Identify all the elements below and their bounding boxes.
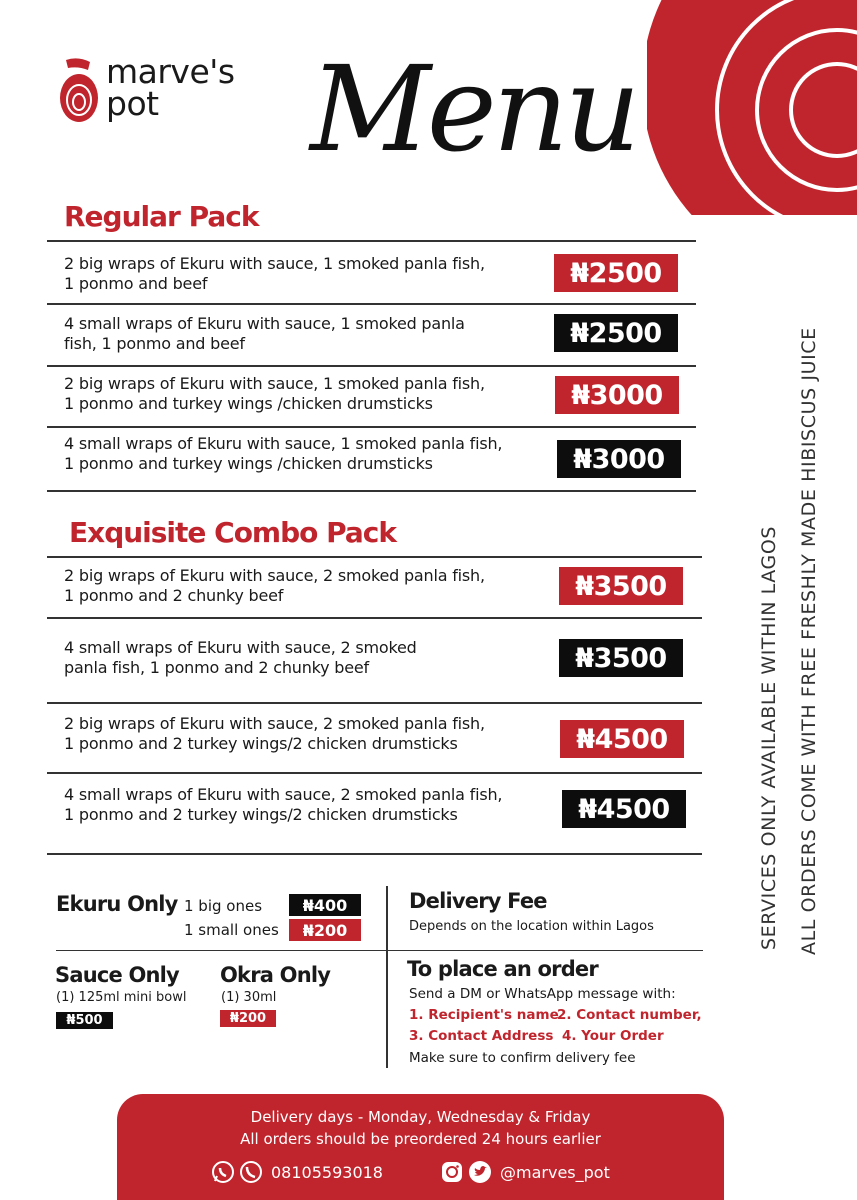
footer-social[interactable] (440, 1160, 610, 1184)
divider (47, 490, 696, 492)
divider (47, 303, 696, 305)
footer-phone[interactable] (211, 1160, 383, 1184)
decorative-circle (647, 0, 857, 215)
ekuru-small-label: 1 small ones (184, 921, 279, 939)
divider (47, 556, 702, 558)
place-order-intro: Send a DM or WhatsApp message with: (409, 986, 676, 1002)
brand-name (106, 52, 235, 123)
ekuru-small-price: ₦200 (289, 919, 361, 941)
twitter-icon (468, 1160, 492, 1184)
ekuru-big-label: 1 big ones (184, 897, 263, 915)
menu-title-text: Menu (310, 40, 637, 178)
delivery-fee-desc: Depends on the location within Lagos (409, 919, 654, 934)
whatsapp-icon (211, 1160, 235, 1184)
footer-delivery-days: Delivery days - Monday, Wednesday & Friday (250, 1108, 591, 1126)
place-order-note: Make sure to confirm delivery fee (409, 1050, 636, 1066)
pot-logo-icon (58, 56, 100, 126)
menu-title (300, 20, 640, 190)
footer (117, 1094, 724, 1200)
regular-price-1: ₦2500 (554, 254, 678, 292)
combo-pack-title: Exquisite Combo Pack (69, 516, 397, 549)
phone-number[interactable]: 08105593018 (271, 1162, 383, 1182)
order-step-4: 4. Your Order (562, 1028, 664, 1044)
ekuru-only-title: Ekuru Only (56, 892, 178, 916)
combo-item-1: 2 big wraps of Ekuru with sauce, 2 smoked panla fish, 1 ponmo and 2 chunky beef (64, 566, 485, 605)
place-order-title: To place an order (407, 957, 598, 981)
sauce-only-title: Sauce Only (55, 963, 179, 987)
regular-item-4: 4 small wraps of Ekuru with sauce, 1 smoked panla fish, 1 ponmo and turkey wings /chicken drumsticks (64, 434, 503, 473)
side-note-line1: SERVICES ONLY AVAILABLE WITHIN LAGOS (758, 525, 780, 950)
brand-logo (58, 52, 235, 126)
footer-preorder-note: All orders should be preordered 24 hours earlier (240, 1130, 601, 1148)
side-note (749, 295, 839, 955)
combo-item-2: 4 small wraps of Ekuru with sauce, 2 smoked panla fish, 1 ponmo and 2 chunky beef (64, 638, 417, 677)
sauce-only-desc: (1) 125ml mini bowl (56, 990, 187, 1005)
divider (47, 240, 696, 242)
combo-price-4: ₦4500 (562, 790, 686, 828)
combo-item-4: 4 small wraps of Ekuru with sauce, 2 smoked panla fish, 1 ponmo and 2 turkey wings/2 chicken drumsticks (64, 785, 503, 824)
brand-name-line2: pot (106, 84, 159, 123)
order-step-3: 3. Contact Address (409, 1028, 554, 1044)
order-step-1: 1. Recipient's name (409, 1007, 559, 1023)
divider (47, 772, 702, 774)
divider (47, 365, 696, 367)
divider (47, 426, 696, 428)
order-step-2: 2. Contact number, (557, 1007, 702, 1023)
sauce-only-price: ₦500 (56, 1012, 113, 1029)
combo-item-3: 2 big wraps of Ekuru with sauce, 2 smoked panla fish, 1 ponmo and 2 turkey wings/2 chicken drumsticks (64, 714, 485, 753)
vertical-divider (386, 886, 388, 1068)
brand-name-line1: marve's (106, 52, 235, 91)
divider (47, 617, 702, 619)
delivery-fee-title: Delivery Fee (409, 889, 547, 913)
regular-item-2: 4 small wraps of Ekuru with sauce, 1 smoked panla fish, 1 ponmo and beef (64, 314, 465, 353)
regular-pack-title: Regular Pack (64, 200, 259, 233)
regular-price-2: ₦2500 (554, 314, 678, 352)
phone-icon (239, 1160, 263, 1184)
divider (56, 950, 703, 951)
okra-only-price: ₦200 (220, 1010, 276, 1027)
regular-price-3: ₦3000 (555, 376, 679, 414)
combo-price-3: ₦4500 (560, 720, 684, 758)
combo-price-1: ₦3500 (559, 567, 683, 605)
divider (47, 853, 702, 855)
social-handle[interactable]: @marves_pot (500, 1162, 610, 1182)
regular-price-4: ₦3000 (557, 440, 681, 478)
regular-item-3: 2 big wraps of Ekuru with sauce, 1 smoked panla fish, 1 ponmo and turkey wings /chicken drumsticks (64, 374, 485, 413)
divider (47, 702, 702, 704)
okra-only-title: Okra Only (220, 963, 331, 987)
instagram-icon (440, 1160, 464, 1184)
ekuru-big-price: ₦400 (289, 894, 361, 916)
okra-only-desc: (1) 30ml (221, 990, 277, 1005)
side-note-line2: ALL ORDERS COME WITH FREE FRESHLY MADE HIBISCUS JUICE (798, 327, 820, 955)
combo-price-2: ₦3500 (559, 639, 683, 677)
regular-item-1: 2 big wraps of Ekuru with sauce, 1 smoked panla fish, 1 ponmo and beef (64, 254, 485, 293)
